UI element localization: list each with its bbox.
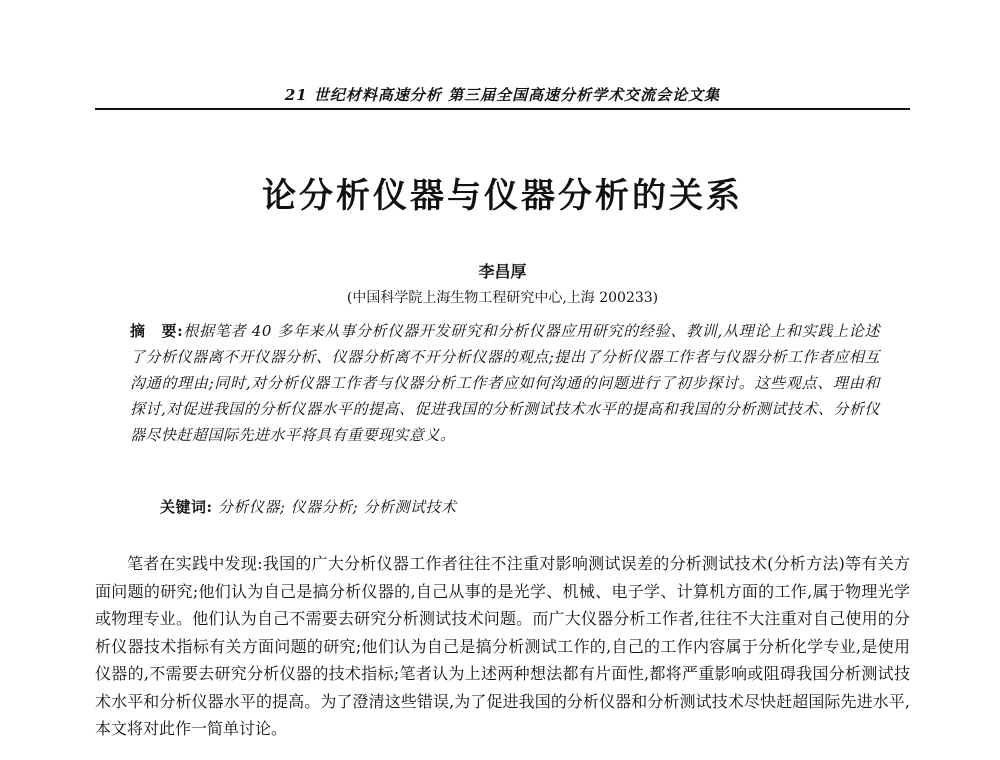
author-name: 李昌厚 bbox=[478, 262, 527, 281]
abstract bbox=[130, 318, 880, 448]
keywords-label: 关键词: bbox=[160, 498, 213, 516]
abstract-text: 根据笔者 40 多年来从事分析仪器开发研究和分析仪器应用研究的经验、教训,从理论上和实践上论述了分析仪器离不开仪器分析、仪器分析离不开分析仪器的观点;提出了分析仪器工作者与仪器分析工作者应相互沟通的理由;同时,对分析仪器工作者与仪器分析工作者应如何沟通的问题进行了初步探讨。这些观点、理由和探讨,对促进我国的分析仪器水平的提高、促进我国的分析测试技术水平的提高和我国的分析测试技术、分析仪器尽快赶超国际先进水平将具有重要现实意义。 bbox=[130, 322, 880, 444]
keywords bbox=[160, 496, 880, 517]
abstract-label: 摘 要: bbox=[130, 322, 184, 340]
running-header: 21 世纪材料高速分析 第三届全国高速分析学术交流会论文集 bbox=[284, 86, 721, 104]
body-paragraph: 笔者在实践中发现:我国的广大分析仪器工作者往往不注重对影响测试误差的分析测试技术(分析方法)等有关方面问题的研究;他们认为自己是搞分析仪器的,自己从事的是光学、机械、电子学、计算机方面的工作,属于物理光学或物理专业。他们认为自己不需要去研究分析测试技术问题。而广大仪器分析工作者,往往不大注重对自己使用的分析仪器技术指标有关方面问题的研究;他们认为自己是搞分析测试工作的,自己的工作内容属于分析化学专业,是使用仪器的,不需要去研究分析仪器的技术指标;笔者认为上述两种想法都有片面性,都将严重影响或阻碍我国分析测试技术水平和分析仪器水平的提高。为了澄清这些错误,为了促进我国的分析仪器和分析测试技术尽快赶超国际先进水平,本文将对此作一简单讨论。 bbox=[95, 554, 910, 738]
header-rule bbox=[95, 108, 910, 110]
author-affiliation: (中国科学院上海生物工程研究中心,上海 200233) bbox=[346, 290, 659, 306]
keywords-text: 分析仪器; 仪器分析; 分析测试技术 bbox=[217, 498, 457, 516]
paper-title: 论分析仪器与仪器分析的关系 bbox=[262, 176, 743, 216]
